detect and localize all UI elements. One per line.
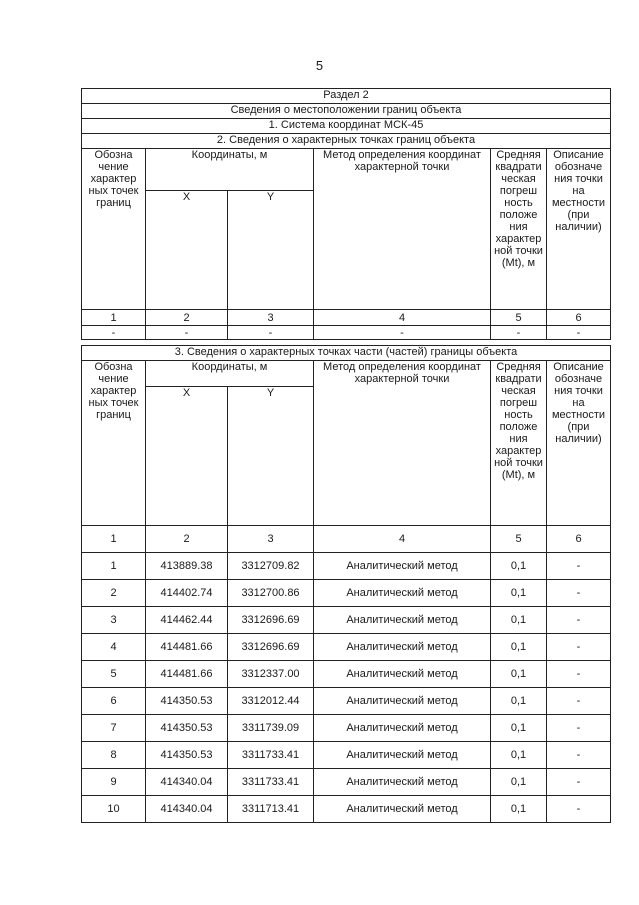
column-number: 1 xyxy=(82,526,146,553)
page-number: 5 xyxy=(315,58,324,73)
method: Аналитический метод xyxy=(314,580,491,607)
description: - xyxy=(547,688,611,715)
part2-header-coordinates: Координаты, м xyxy=(146,149,314,191)
table-cell: - xyxy=(491,326,547,340)
description: - xyxy=(547,607,611,634)
table-row xyxy=(82,688,611,715)
section-title: Раздел 2 xyxy=(82,89,611,104)
coordinate-y: 3312709.82 xyxy=(228,553,314,580)
part2-header-accuracy: Средняя квадрати ческая погреш ность положе ния характер ной точки (Mt), м xyxy=(491,149,547,310)
accuracy: 0,1 xyxy=(491,553,547,580)
column-number: 4 xyxy=(314,526,491,553)
description: - xyxy=(547,553,611,580)
coordinate-x: 414350.53 xyxy=(146,742,228,769)
part2-header-y: Y xyxy=(228,191,314,310)
table-row xyxy=(82,634,611,661)
point-number: 5 xyxy=(82,661,146,688)
part3-title: 3. Сведения о характерных точках части (частей) границы объекта xyxy=(82,346,611,361)
point-number: 1 xyxy=(82,553,146,580)
point-number: 10 xyxy=(82,796,146,823)
coordinate-x: 414350.53 xyxy=(146,715,228,742)
table-row xyxy=(82,661,611,688)
method: Аналитический метод xyxy=(314,742,491,769)
point-rows xyxy=(82,553,611,823)
coordinate-x: 414481.66 xyxy=(146,661,228,688)
column-number: 5 xyxy=(491,310,547,326)
section-subtitle: Сведения о местоположении границ объекта xyxy=(82,104,611,119)
table-cell: - xyxy=(547,326,611,340)
column-number: 1 xyxy=(82,310,146,326)
part3-header-method: Метод определения координат характерной точки xyxy=(314,361,491,526)
part2-empty-row xyxy=(82,326,611,340)
part2-header-description: Описание обозначе ния точки на местности (при наличии) xyxy=(547,149,611,310)
part3-header-coordinates: Координаты, м xyxy=(146,361,314,387)
part3-header-description: Описание обозначе ния точки на местности (при наличии) xyxy=(547,361,611,526)
part2-title: 2. Сведения о характерных точках границ объекта xyxy=(82,134,611,149)
accuracy: 0,1 xyxy=(491,607,547,634)
method: Аналитический метод xyxy=(314,796,491,823)
column-number: 3 xyxy=(228,310,314,326)
coordinate-y: 3311733.41 xyxy=(228,742,314,769)
part3-header-designation: Обозна чение характер ных точек границ xyxy=(82,361,146,526)
coordinate-y: 3311739.09 xyxy=(228,715,314,742)
point-number: 9 xyxy=(82,769,146,796)
coordinate-y: 3312696.69 xyxy=(228,634,314,661)
coordinate-x: 413889.38 xyxy=(146,553,228,580)
part2-header-method: Метод определения координат характерной точки xyxy=(314,149,491,310)
boundary-table xyxy=(81,88,611,823)
coordinate-x: 414462.44 xyxy=(146,607,228,634)
point-number: 6 xyxy=(82,688,146,715)
coordinate-y: 3312696.69 xyxy=(228,607,314,634)
description: - xyxy=(547,769,611,796)
coordinate-x: 414402.74 xyxy=(146,580,228,607)
column-number: 6 xyxy=(547,310,611,326)
coordinate-y: 3311733.41 xyxy=(228,769,314,796)
table-row xyxy=(82,769,611,796)
method: Аналитический метод xyxy=(314,769,491,796)
description: - xyxy=(547,661,611,688)
column-number: 2 xyxy=(146,526,228,553)
accuracy: 0,1 xyxy=(491,580,547,607)
column-number: 6 xyxy=(547,526,611,553)
point-number: 7 xyxy=(82,715,146,742)
table-row xyxy=(82,607,611,634)
part3-column-numbers xyxy=(82,526,611,553)
column-number: 5 xyxy=(491,526,547,553)
description: - xyxy=(547,715,611,742)
column-number: 3 xyxy=(228,526,314,553)
accuracy: 0,1 xyxy=(491,742,547,769)
accuracy: 0,1 xyxy=(491,634,547,661)
accuracy: 0,1 xyxy=(491,796,547,823)
coordinate-y: 3311713.41 xyxy=(228,796,314,823)
point-number: 4 xyxy=(82,634,146,661)
coordinate-y: 3312337.00 xyxy=(228,661,314,688)
description: - xyxy=(547,742,611,769)
column-number: 2 xyxy=(146,310,228,326)
accuracy: 0,1 xyxy=(491,769,547,796)
method: Аналитический метод xyxy=(314,688,491,715)
table-row xyxy=(82,796,611,823)
part3-header-accuracy: Средняя квадрати ческая погреш ность положе ния характер ной точки (Mt), м xyxy=(491,361,547,526)
table-row xyxy=(82,742,611,769)
description: - xyxy=(547,796,611,823)
table-cell: - xyxy=(314,326,491,340)
column-number: 4 xyxy=(314,310,491,326)
coordinate-y: 3312012.44 xyxy=(228,688,314,715)
method: Аналитический метод xyxy=(314,553,491,580)
coordinate-x: 414340.04 xyxy=(146,796,228,823)
accuracy: 0,1 xyxy=(491,715,547,742)
coordinate-x: 414350.53 xyxy=(146,688,228,715)
point-number: 8 xyxy=(82,742,146,769)
table-cell: - xyxy=(228,326,314,340)
coordinate-x: 414481.66 xyxy=(146,634,228,661)
description: - xyxy=(547,634,611,661)
description: - xyxy=(547,580,611,607)
method: Аналитический метод xyxy=(314,607,491,634)
part3-header-x: X xyxy=(146,387,228,526)
part2-header-x: X xyxy=(146,191,228,310)
coordinate-y: 3312700.86 xyxy=(228,580,314,607)
method: Аналитический метод xyxy=(314,715,491,742)
coordinate-x: 414340.04 xyxy=(146,769,228,796)
method: Аналитический метод xyxy=(314,634,491,661)
coordinate-system: 1. Система координат МСК-45 xyxy=(82,119,611,134)
method: Аналитический метод xyxy=(314,661,491,688)
part2-header-designation: Обозна чение характер ных точек границ xyxy=(82,149,146,310)
table-row xyxy=(82,553,611,580)
point-number: 3 xyxy=(82,607,146,634)
part2-column-numbers xyxy=(82,310,611,326)
table-cell: - xyxy=(146,326,228,340)
accuracy: 0,1 xyxy=(491,688,547,715)
table-cell: - xyxy=(82,326,146,340)
part3-header-y: Y xyxy=(228,387,314,526)
table-row xyxy=(82,715,611,742)
accuracy: 0,1 xyxy=(491,661,547,688)
point-number: 2 xyxy=(82,580,146,607)
table-row xyxy=(82,580,611,607)
